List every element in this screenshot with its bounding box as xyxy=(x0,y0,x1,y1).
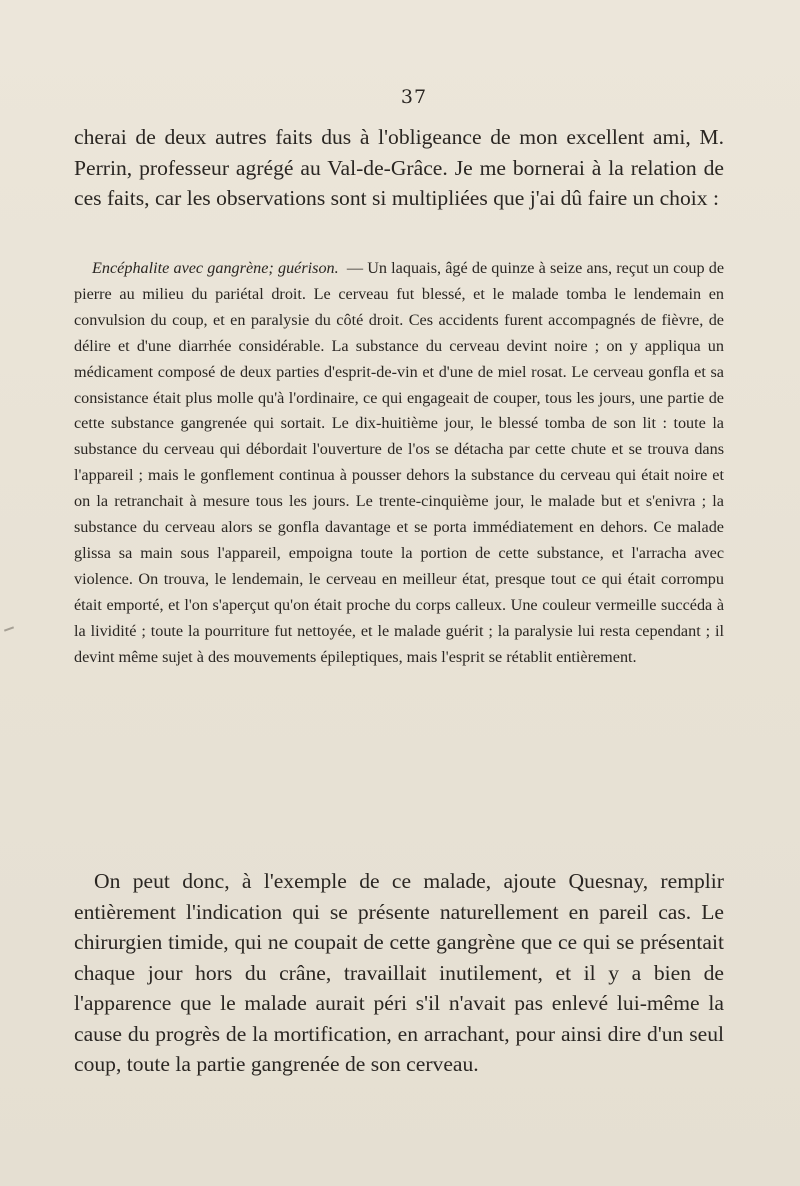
closing-paragraph: On peut donc, à l'exemple de ce malade, ajoute Quesnay, remplir entièrement l'indication qui se présente naturellement en pareil cas. Le chirurgien timide, qui ne coupait de cette gangrène que ce qui se présentait chaque jour hors du crâne, travaillait inutilement, et il y a bien de l'apparence que le malade aurait péri s'il n'avait pas enlevé lui-même la cause du progrès de la mortification, en arrachant, pour ainsi dire d'un seul coup, toute la partie gangrenée de son cerveau. xyxy=(74,869,724,1076)
observation-title: Encéphalite avec gangrène; guérison. xyxy=(92,259,339,277)
intro-paragraph: cherai de deux autres faits dus à l'obligeance de mon excellent ami, M. Perrin, professeur agrégé au Val-de-Grâce. Je me bornerai à la relation de ces faits, car les observations sont si multipliées que j'ai dû faire un choix : xyxy=(74,125,724,210)
observation-paragraph xyxy=(74,256,724,671)
observation-dash: — xyxy=(346,259,364,277)
page-number: 37 xyxy=(400,86,428,108)
observation-text: Un laquais, âgé de quinze à seize ans, reçut un coup de pierre au milieu du pariétal droit. Le cerveau fut blessé, et le malade tomba le lendemain en convulsion du coup, et en paralysie du côté droit. Ces accidents furent accompagnés de fièvre, de délire et d'une diarrhée considérable. La substance du cerveau devint noire ; on y appliqua un médicament composé de deux parties d'esprit-de-vin et d'une de miel rosat. Le cerveau gonfla et sa consistance était plus molle qu'à l'ordinaire, ce qui engageait de couper, tous les jours, une partie de cette substance gangrenée qui sortait. Le dix-huitième jour, le blessé tomba de son lit : toute la substance du cerveau qui débordait l'ouverture de l'os se détacha par cette chute et se trouva dans l'appareil ; mais le gonflement continua à pousser dehors la substance du cerveau qui était noire et on la retranchait à mesure tous les jours. Le trente-cinquième jour, le malade but et s'enivra ; la substance du cerveau alors se gonfla davantage et se porta immédiatement en dehors. Ce malade glissa sa main sous l'appareil, empoigna toute la portion de cette substance, et l'arracha avec violence. On trouva, le lendemain, le cerveau en meilleur état, presque tout ce qui était corrompu était emporté, et l'on s'aperçut qu'on était proche du corps calleux. Une couleur vermeille succéda à la lividité ; toute la pourriture fut nettoyée, et le malade guérit ; la paralysie lui resta cependant ; il devint même sujet à des mouvements épileptiques, mais l'esprit se rétablit entièrement. xyxy=(74,259,725,666)
margin-mark xyxy=(4,626,14,631)
